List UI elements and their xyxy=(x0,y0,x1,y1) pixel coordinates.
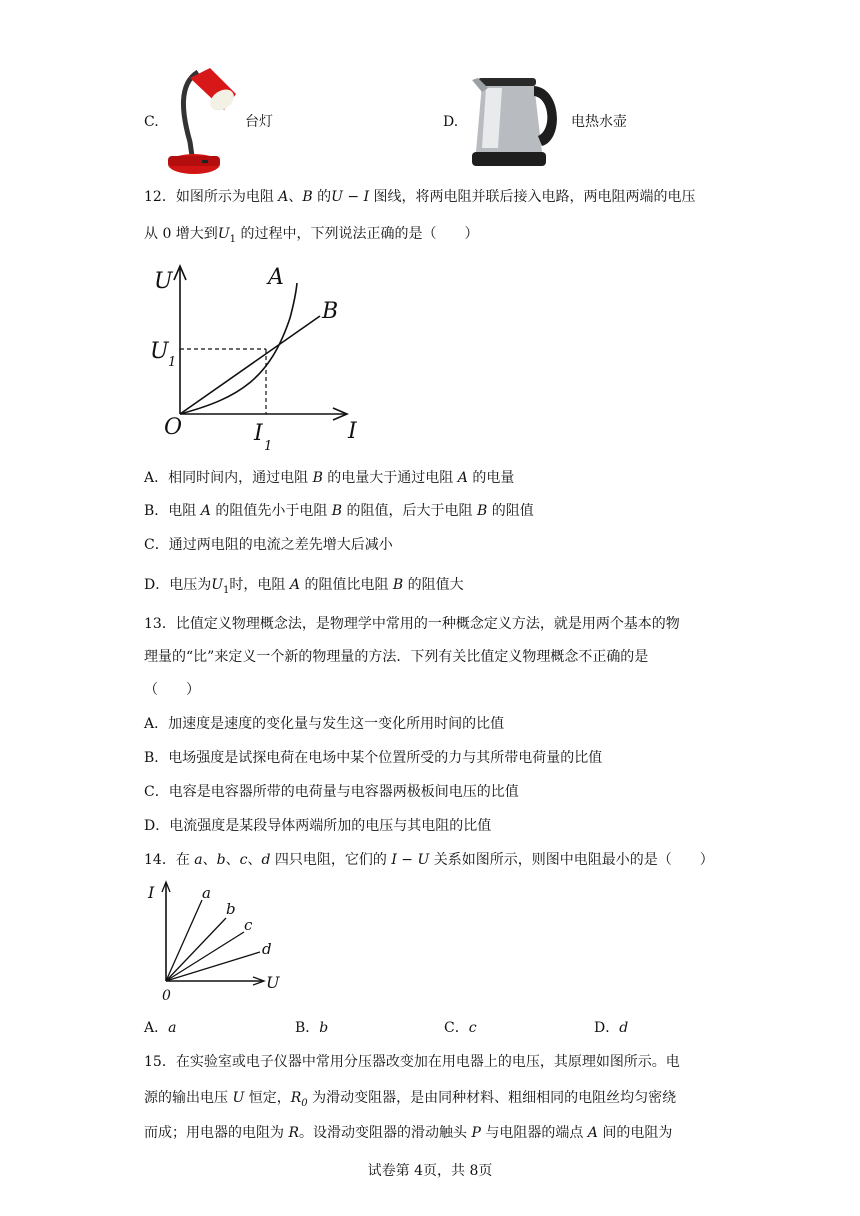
q14-option-c[interactable]: C．c xyxy=(444,1020,477,1036)
q11-option-d-label: 电热水壶 xyxy=(571,114,627,130)
q12-line-b xyxy=(180,316,320,414)
q12-ui-graph xyxy=(140,258,380,458)
q14-iu-graph xyxy=(140,878,300,1006)
q12-option-d[interactable]: D．电压为$U_1$时，电阻 A 的阻值比电阻 B 的阻值大 xyxy=(144,577,464,596)
q14-x-label: U xyxy=(266,973,280,992)
page-footer: 试卷第 4页，共 8页 xyxy=(367,1163,493,1179)
q14-option-b[interactable]: B．b xyxy=(295,1020,329,1036)
q14-label-c: c xyxy=(244,916,253,934)
q14-label-d: d xyxy=(262,940,272,958)
q13-option-b[interactable]: B．电场强度是试探电荷在电场中某个位置所受的力与其所带电荷量的比值 xyxy=(144,750,603,766)
q13-option-c[interactable]: C．电容是电容器所带的电荷量与电容器两极板间电压的比值 xyxy=(144,784,519,800)
q12-line-b-label: B xyxy=(322,299,339,324)
q11-option-d-letter: D. xyxy=(443,114,459,130)
desk-lamp-image xyxy=(168,64,240,176)
q14-option-d[interactable]: D．d xyxy=(594,1020,629,1036)
q15-stem-line3: 而成；用电器的电阻为 R。设滑动变阻器的滑动触头 P 与电阻器的端点 A 间的电阻为 xyxy=(144,1125,673,1141)
q14-origin-label: 0 xyxy=(162,988,171,1004)
q14-line-a xyxy=(166,900,202,981)
q14-option-a[interactable]: A．a xyxy=(144,1020,177,1036)
q12-option-a[interactable]: A．相同时间内，通过电阻 B 的电量大于通过电阻 A 的电量 xyxy=(144,470,515,486)
q13-stem-line2: 理量的“比”来定义一个新的物理量的方法．下列有关比值定义物理概念不正确的是 xyxy=(144,649,649,665)
q14-label-a: a xyxy=(202,884,211,902)
q14-stem: 14．在 a、b、c、d 四只电阻，它们的 I − U 关系如图所示，则图中电阻最小的是（ ） xyxy=(144,852,714,868)
electric-kettle-image xyxy=(472,70,564,170)
q12-stem-line2: 从 0 增大到$U_1$ 的过程中，下列说法正确的是（ ） xyxy=(144,226,479,245)
q11-option-c-label: 台灯 xyxy=(245,114,273,130)
q13-stem-line1: 13．比值定义物理概念法，是物理学中常用的一种概念定义方法，就是用两个基本的物 xyxy=(144,616,680,632)
q12-x-label: I xyxy=(348,419,357,444)
q12-stem-line1: 12．如图所示为电阻 A、B 的U − I 图线，将两电阻并联后接入电路，两电阻两端的电压 xyxy=(144,189,696,205)
q13-option-a[interactable]: A．加速度是速度的变化量与发生这一变化所用时间的比值 xyxy=(144,716,505,732)
q11-option-c-letter: C. xyxy=(144,114,159,130)
q14-y-label: I xyxy=(148,883,155,902)
q12-curve-a-label: A xyxy=(268,265,284,290)
q12-u1-sub: 1 xyxy=(168,355,177,370)
q12-i1-label: I xyxy=(254,421,263,446)
q15-stem-line2: 源的输出电压 U 恒定，$R_0$ 为滑动变阻器，是由同种材料、粗细相同的电阻丝均匀密绕 xyxy=(144,1090,677,1109)
q12-option-c[interactable]: C．通过两电阻的电流之差先增大后减小 xyxy=(144,537,393,553)
q12-option-b[interactable]: B．电阻 A 的阻值先小于电阻 B 的阻值，后大于电阻 B 的阻值 xyxy=(144,503,534,519)
q12-i1-sub: 1 xyxy=(264,439,273,454)
q12-y-label: U xyxy=(154,269,173,294)
q13-stem-line3: （ ） xyxy=(144,682,200,698)
q12-u1-label: U xyxy=(150,339,169,364)
q12-origin-label: O xyxy=(164,415,183,440)
q14-label-b: b xyxy=(226,900,236,918)
q15-stem-line1: 15．在实验室或电子仪器中常用分压器改变加在用电器上的电压，其原理如图所示。电 xyxy=(144,1054,680,1070)
q13-option-d[interactable]: D．电流强度是某段导体两端所加的电压与其电阻的比值 xyxy=(144,818,492,834)
